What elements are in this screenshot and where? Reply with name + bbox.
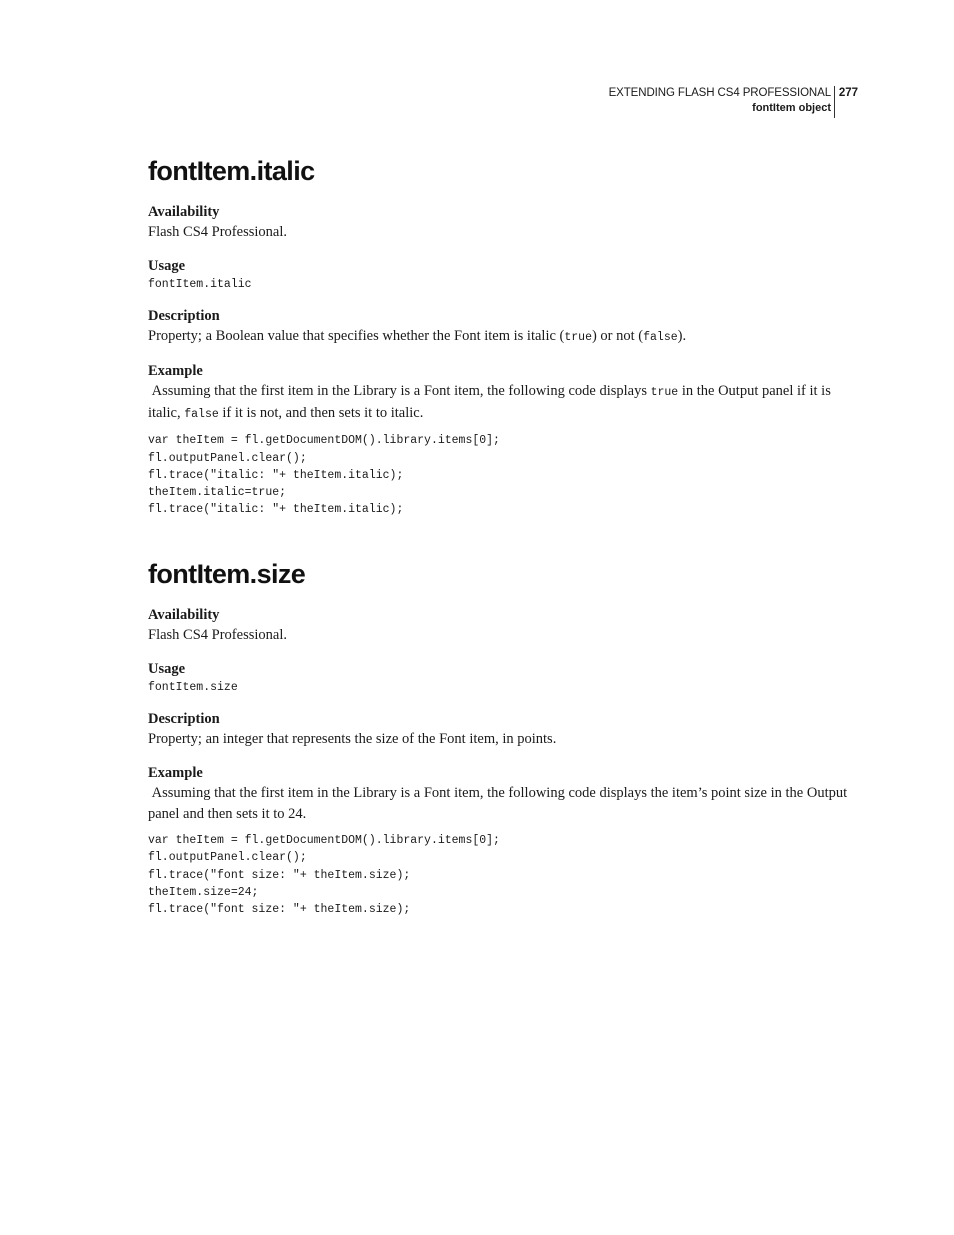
example-text: Assuming that the first item in the Library is a Font item, the following code displays the item’s point size in the Output panel and then sets it to 24. <box>148 785 851 823</box>
section-fontitem-size <box>148 553 851 919</box>
code-line: fl.outputPanel.clear(); <box>148 451 307 465</box>
description-text: Property; an integer that represents the size of the Font item, in points. <box>148 731 557 748</box>
usage-label: Usage <box>148 258 186 274</box>
inline-code: true <box>564 331 592 345</box>
availability-text: Flash CS4 Professional. <box>148 626 287 643</box>
code-line: fl.trace("font size: "+ theItem.size); <box>148 903 411 917</box>
section-title: fontItem.size <box>148 558 306 589</box>
availability-label: Availability <box>148 606 220 623</box>
code-line: fl.outputPanel.clear(); <box>148 851 307 865</box>
code-line: theItem.size=24; <box>148 885 259 899</box>
example-label: Example <box>148 765 203 782</box>
code-line: fl.trace("italic: "+ theItem.italic); <box>148 503 404 517</box>
example-part: in the Output panel if it is italic, <box>148 383 835 422</box>
page-content <box>148 150 851 919</box>
header-section: fontItem object <box>752 102 831 114</box>
usage-code: fontItem.italic <box>148 278 252 291</box>
code-line: fl.trace("italic: "+ theItem.italic); <box>148 468 404 482</box>
inline-code: false <box>643 331 678 345</box>
header-chapter: EXTENDING FLASH CS4 PROFESSIONAL <box>608 87 831 99</box>
section-title: fontItem.italic <box>148 156 315 186</box>
usage-label: Usage <box>148 660 186 677</box>
section-fontitem-italic <box>148 150 848 519</box>
page-number: 277 <box>838 87 858 99</box>
availability-label: Availability <box>148 204 220 220</box>
inline-code: false <box>184 408 219 422</box>
example-text <box>148 381 848 425</box>
code-block <box>148 832 848 918</box>
header-titles <box>609 86 831 116</box>
description-label: Description <box>148 711 220 728</box>
running-header <box>444 86 858 118</box>
code-block <box>148 432 848 518</box>
availability-text: Flash CS4 Professional. <box>148 224 287 240</box>
example-part: Assuming that the first item in the Library is a Font item, the following code displays <box>148 383 651 400</box>
code-line: fl.trace("font size: "+ theItem.size); <box>148 868 411 882</box>
usage-code: fontItem.size <box>148 680 238 694</box>
description-part: Property; a Boolean value that specifies whether the Font item is italic ( <box>148 328 565 345</box>
code-line: var theItem = fl.getDocumentDOM().library.items[0]; <box>148 434 500 448</box>
example-label: Example <box>148 363 203 380</box>
example-part: if it is not, and then sets it to italic. <box>218 405 424 422</box>
inline-code: true <box>650 386 679 400</box>
description-part: ) or not ( <box>591 328 644 345</box>
code-line: theItem.italic=true; <box>148 486 287 500</box>
header-divider <box>834 86 835 118</box>
description-label: Description <box>148 308 220 325</box>
description-part: ). <box>677 328 687 345</box>
code-line: var theItem = fl.getDocumentDOM().library.items[0]; <box>148 834 500 848</box>
description-text <box>148 326 848 348</box>
